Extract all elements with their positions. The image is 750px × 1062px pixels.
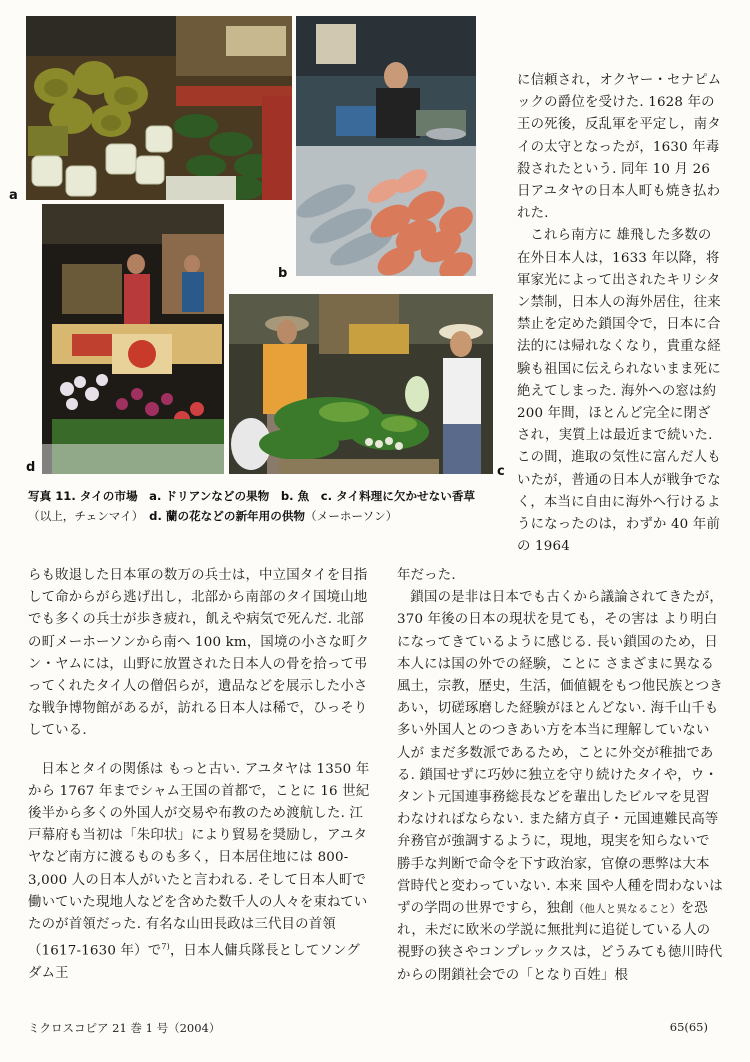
caption-location-2: （メーホーソン） — [305, 509, 398, 523]
figure-caption — [28, 486, 498, 526]
photo-b-label: b — [278, 266, 288, 281]
right-column — [397, 565, 723, 987]
paragraph-text: ，日本人傭兵隊長としてソングダム王 — [28, 943, 360, 981]
paragraph: 年だった. — [397, 568, 456, 583]
photo-c-label: c — [497, 464, 505, 479]
paragraph: これら南方に 雄飛した多数の在外日本人は，1633 年以降，将軍家光によって出されたキリシタン禁制，日本人の海外居住，往来禁止を定めた鎖国令で，日本に合法的には帰れなくなり，貴重な経験も祖国に伝えられないまま死に絶えてしまった. 海外への窓は約 200 年間，ほとんど完全に閉ざされ，実質上は最近まで続いた. この間，進取の気性に富んだ人もいたが，普通の日本人が戦争でなく，本当に自由に海外へ行けるようになったのは，わずか 40 年前の 1964 — [517, 228, 721, 555]
caption-main: 写真 11. タイの市場 a. ドリアンなどの果物 b. 魚 c. タイ料理に欠かせない香草 — [28, 489, 476, 503]
paragraph: らも敗退した日本軍の数万の兵士は，中立国タイを目指して命からがら逃げ出し，北部から南部のタイ国境山地でも多くの兵士が歩き疲れ，飢えや病気で死んだ. 北部の町メーホーソンから南へ 100 km，国境の小さな町クン・ヤムには，山野に放置された日本人の骨を拾って弔ってくれたタイ人の僧侶らが，遺品などを展示した小さな戦争博物館があるが，訪れる日本人は稀で，ひっそりしている. — [28, 568, 370, 739]
paragraph — [28, 759, 373, 986]
photo-a-label: a — [9, 188, 18, 203]
photo-b-fish — [296, 16, 476, 276]
page-number: 65(65) — [669, 1020, 708, 1034]
paragraph-text: を恐れ，未だに欧米の学説に無批判に追従している人の視野の狭さやコンプレックスは，どうみても徳川時代からの閉鎖社会での「となり百姓」根 — [397, 901, 723, 983]
caption-location-1: （以上，チェンマイ） — [28, 509, 138, 523]
paragraph-text: 鎖国の是非は日本でも古くから議論されてきたが，370 年後の日本の現状を見ても，その害は より明白になってきているように感じる. 長い鎖国のため，日本人には国の外での経験，ことに さまざまに異なる風土，宗教，歴史，生活，価値観をもつ他民族とつきあい，切磋琢磨した経験がほとんどない. 海千山千も多い外国人とのつきあい方を本当に理解していない人が まだ多数派であるため，ことに外交が稚拙である. 鎖国せずに巧妙に独立を守り続けたタイや，ウ・タント元国連事務総長などを輩出したビルマを見習わなければならない. また緒方貞子・元国連難民高等弁務官が強調するように，現地，現実を知らないで勝手な判断で命令を下す政治家，官僚の悪弊は大本営時代と変わっていない. 本来 国や人種を問わないはずの学問の世界ですら，独創 — [397, 590, 723, 917]
paragraph-text: 日本とタイの関係は もっと古い. アユタヤは 1350 年から 1767 年までシャム王国の首都で，ことに 16 世紀後半から多くの外国人が交易や布教のため渡航した. 江戸幕府も当初は「朱印状」により貿易を奨励し，アユタヤなど南方に渡るものも多く，日本居住地には 800-3,000 人の日本人がいたと言われる. そして日本人町で働いていた現地人などを含めた数千人の人々を束ねていたのが首領だった. 有名な山田長政は三代目の首領（1617-1630 年）で — [28, 761, 370, 959]
left-column — [28, 565, 373, 985]
photo-a-fruit-market — [26, 16, 292, 200]
photo-d-label: d — [26, 460, 36, 475]
paragraph-note: （他人と異なること） — [573, 903, 681, 916]
caption-d-text: d. 蘭の花などの新年用の供物 — [137, 509, 306, 523]
reference-superscript: 7) — [161, 942, 170, 952]
journal-citation: ミクロスコピア 21 巻 1 号（2004） — [28, 1021, 221, 1035]
photo-c-herbs — [229, 294, 493, 474]
paragraph: に信頼され，オクヤー・セナピムックの爵位を受けた. 1628 年の王の死後，反乱軍を平定し，南タイの太守となったが，1630 年毒殺されたという. 同年 10 月 26 日アユタヤの日本人町も焼き払われた. — [517, 73, 722, 222]
photo-d-orchid-offerings — [42, 204, 224, 474]
paragraph — [397, 587, 723, 987]
right-top-column — [517, 70, 723, 558]
